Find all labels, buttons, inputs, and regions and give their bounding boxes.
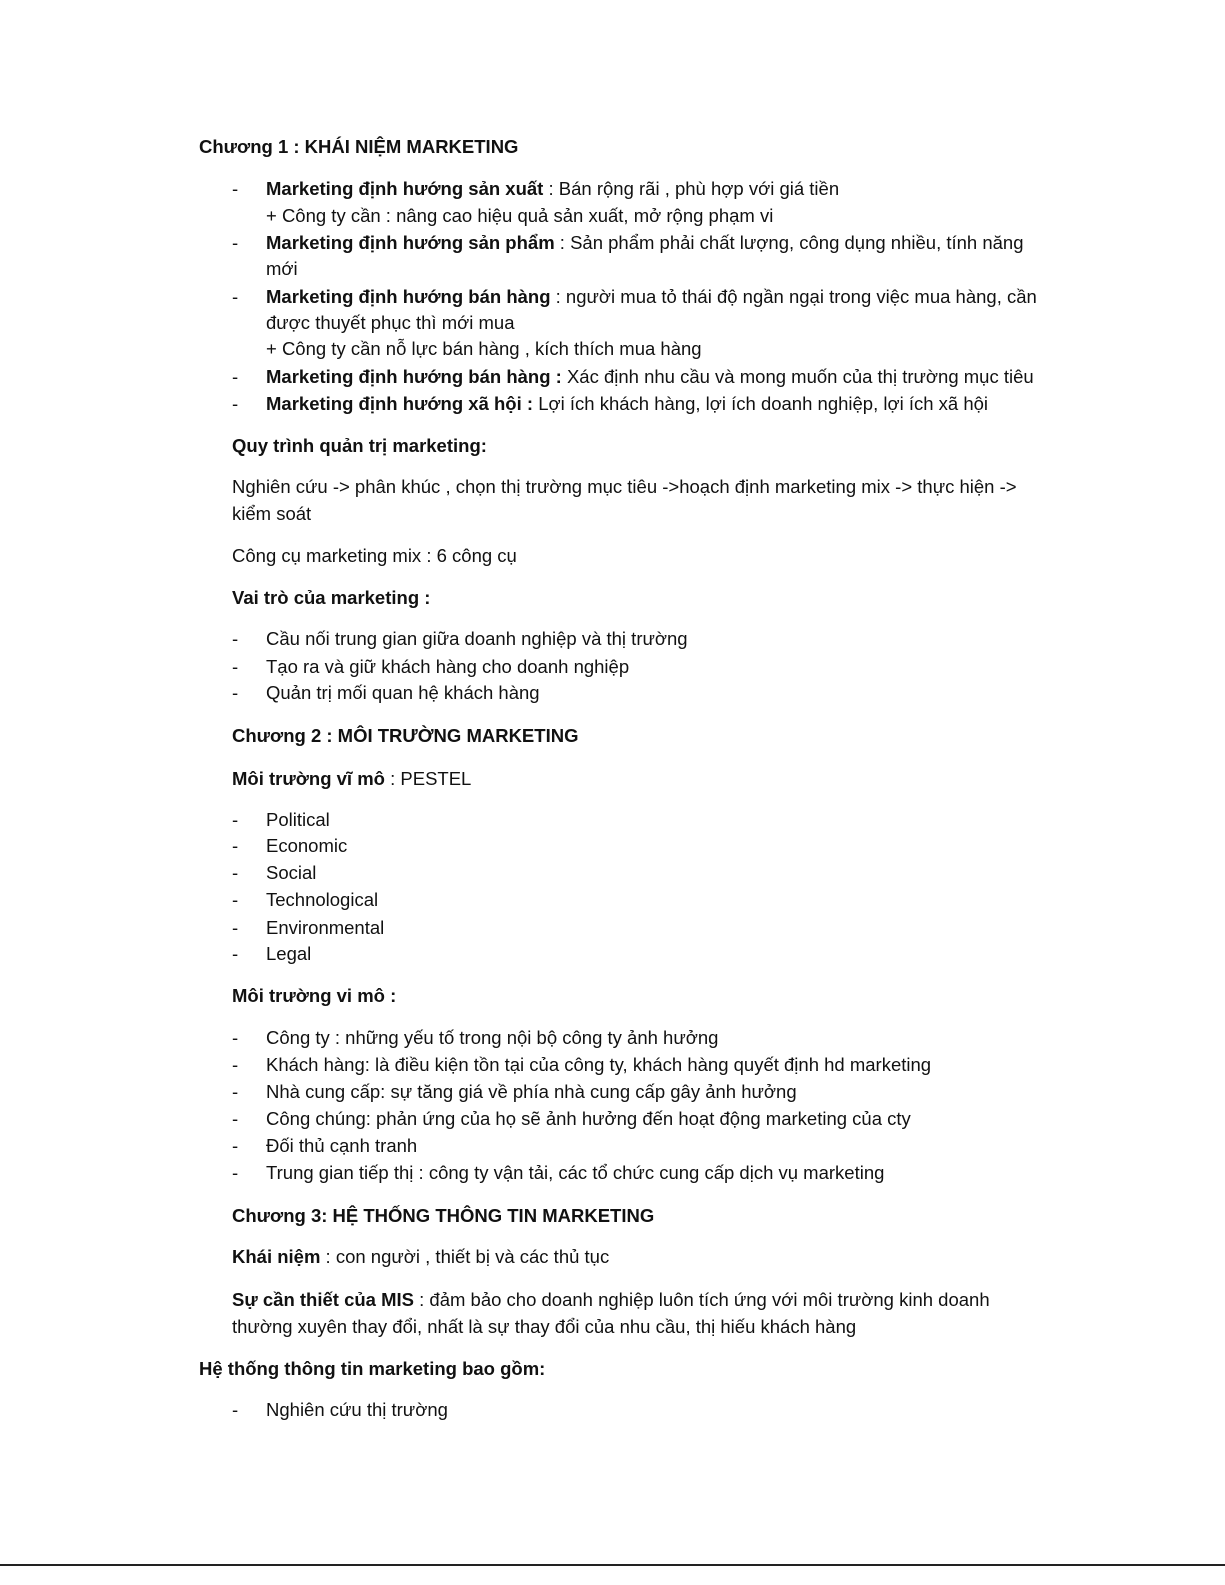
bullet-dash: - (232, 809, 239, 830)
bullet-dash: - (232, 862, 239, 883)
concept-value: : con người , thiết bị và các thủ tục (320, 1246, 610, 1267)
item-text: : Sản phẩm phải chất lượng, công dụng nhiều, tính năng (554, 232, 1024, 253)
list-item: Political (266, 809, 330, 830)
item-text: Lợi ích khách hàng, lợi ích doanh nghiệp, lợi ích xã hội (533, 393, 989, 414)
list-item: Nhà cung cấp: sự tăng giá về phía nhà cung cấp gây ảnh hưởng (266, 1081, 797, 1102)
sub-item: + Công ty cần : nâng cao hiệu quả sản xuất, mở rộng phạm vi (266, 205, 774, 226)
bullet-dash: - (232, 1081, 239, 1102)
item-text: : Bán rộng rãi , phù hợp với giá tiền (543, 178, 840, 199)
mis-need-text (232, 1287, 990, 1313)
bullet-dash: - (232, 682, 239, 703)
chapter-2-title: Chương 2 : MÔI TRƯỜNG MARKETING (232, 725, 579, 746)
chapter-3-title: Chương 3: HỆ THỐNG THÔNG TIN MARKETING (232, 1205, 655, 1226)
list-item: Legal (266, 943, 312, 964)
macro-text: : PESTEL (384, 768, 472, 789)
sub-item: + Công ty cần nỗ lực bán hàng , kích thích mua hàng (266, 338, 702, 359)
bullet-dash: - (232, 1027, 239, 1048)
mis-need-label: Sự cần thiết của MIS (232, 1289, 414, 1310)
bullet-dash: - (232, 178, 239, 199)
list-item: Đối thủ cạnh tranh (266, 1135, 418, 1156)
concept-text (232, 1244, 609, 1270)
bullet-dash: - (232, 835, 239, 856)
item-label: Marketing định hướng bán hàng : (266, 366, 562, 387)
mis-need-value: : đảm bảo cho doanh nghiệp luôn tích ứng với môi trường kinh doanh (414, 1289, 990, 1310)
item-label: Marketing định hướng sản phẩm (266, 232, 555, 253)
list-item: Khách hàng: là điều kiện tồn tại của công ty, khách hàng quyết định hd marketing (266, 1054, 932, 1075)
bullet-dash: - (232, 628, 239, 649)
system-heading: Hệ thống thông tin marketing bao gồm: (199, 1358, 546, 1379)
role-heading: Vai trò của marketing : (232, 587, 431, 608)
bullet-dash: - (232, 1108, 239, 1129)
list-item: Quản trị mối quan hệ khách hàng (266, 682, 540, 703)
list-item: Nghiên cứu thị trường (266, 1399, 448, 1420)
list-item (266, 284, 1037, 310)
item-continuation: được thuyết phục thì mới mua (266, 312, 515, 333)
list-item: Social (266, 862, 317, 883)
item-label: Marketing định hướng xã hội : (266, 393, 534, 414)
item-label: Marketing định hướng sản xuất (266, 178, 544, 199)
list-item: Economic (266, 835, 348, 856)
mis-need-continued: thường xuyên thay đổi, nhất là sự thay đổi của nhu cầu, thị hiếu khách hàng (232, 1316, 857, 1337)
process-text-continued: kiểm soát (232, 503, 312, 524)
macro-label: Môi trường vĩ mô (232, 768, 385, 789)
list-item: Technological (266, 889, 379, 910)
bullet-dash: - (232, 943, 239, 964)
list-item (266, 364, 1034, 390)
bullet-dash: - (232, 1135, 239, 1156)
process-heading: Quy trình quản trị marketing: (232, 435, 487, 456)
bullet-dash: - (232, 1399, 239, 1420)
page-bottom-divider (0, 1564, 1225, 1566)
marketing-mix-text: Công cụ marketing mix : 6 công cụ (232, 545, 517, 566)
bullet-dash: - (232, 393, 239, 414)
macro-environment (232, 766, 471, 792)
list-item (266, 176, 839, 202)
list-item: Công chúng: phản ứng của họ sẽ ảnh hưởng đến hoạt động marketing của cty (266, 1108, 911, 1129)
item-text: : người mua tỏ thái độ ngần ngại trong việc mua hàng, cần (550, 286, 1037, 307)
bullet-dash: - (232, 1054, 239, 1075)
bullet-dash: - (232, 917, 239, 938)
list-item: Tạo ra và giữ khách hàng cho doanh nghiệp (266, 656, 630, 677)
item-label: Marketing định hướng bán hàng (266, 286, 551, 307)
micro-heading: Môi trường vi mô : (232, 985, 397, 1006)
concept-label: Khái niệm (232, 1246, 321, 1267)
bullet-dash: - (232, 232, 239, 253)
process-text: Nghiên cứu -> phân khúc , chọn thị trường mục tiêu ->hoạch định marketing mix -> thực hiện -> (232, 476, 1017, 497)
list-item (266, 391, 988, 417)
list-item: Environmental (266, 917, 385, 938)
bullet-dash: - (232, 889, 239, 910)
chapter-1-title: Chương 1 : KHÁI NIỆM MARKETING (199, 136, 519, 157)
item-text: Xác định nhu cầu và mong muốn của thị trường mục tiêu (561, 366, 1034, 387)
list-item (266, 230, 1024, 256)
list-item: Cầu nối trung gian giữa doanh nghiệp và thị trường (266, 628, 688, 649)
bullet-dash: - (232, 1162, 239, 1183)
bullet-dash: - (232, 286, 239, 307)
bullet-dash: - (232, 366, 239, 387)
item-continuation: mới (266, 258, 298, 279)
bullet-dash: - (232, 656, 239, 677)
list-item: Trung gian tiếp thị : công ty vận tải, các tổ chức cung cấp dịch vụ marketing (266, 1162, 885, 1183)
list-item: Công ty : những yếu tố trong nội bộ công ty ảnh hưởng (266, 1027, 719, 1048)
